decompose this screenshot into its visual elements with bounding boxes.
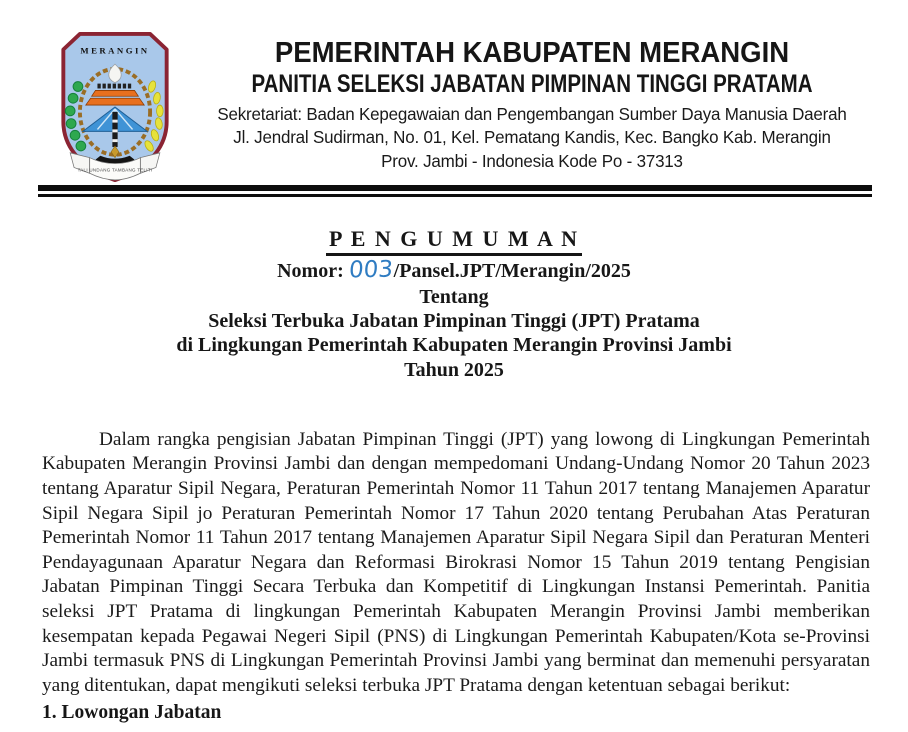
subject-line-2: di Lingkungan Pemerintah Kabupaten Merangin Provinsi Jambi: [176, 334, 732, 357]
subject-line-3: Tahun 2025: [404, 358, 504, 381]
province-postal-line: Prov. Jambi - Indonesia Kode Po - 37313: [381, 150, 683, 171]
number-rest: /Pansel.JPT/Merangin/2025: [393, 260, 631, 283]
seal-motto-text: TALI UNDANG TAMBANG TELITI: [77, 167, 153, 173]
number-label: Nomor:: [277, 260, 344, 283]
section-1-title: 1. Lowongan Jabatan: [42, 702, 222, 724]
handwritten-number: 003: [347, 256, 394, 284]
secretariat-line: Sekretariat: Badan Kepegawaian dan Pengembangan Sumber Daya Manusia Daerah: [217, 104, 847, 125]
announcement-number-line: [0, 258, 908, 285]
opening-paragraph: Dalam rangka pengisian Jabatan Pimpinan Tinggi (JPT) yang lowong di Lingkungan Pemerintah Kabupaten Merangin Provinsi Jambi dan dengan mempedomani Undang-Undang Nomor 20 Tahun 2023 tentang Aparatur Sipil Negara, Peraturan Pemerintah Nomor 11 Tahun 2017 tentang Manajemen Aparatur Sipil Negara Sipil jo Peraturan Pemerintah Nomor 17 Tahun 2020 tentang Perubahan Atas Peraturan Pemerintah Nomor 11 Tahun 2017 tentang Manajemen Aparatur Sipil Negara Sipil dan Peraturan Menteri Pendayagunaan Aparatur Negara dan Reformasi Birokrasi Nomor 15 Tahun 2019 tentang Pengisian Jabatan Pimpinan Tinggi Secara Terbuka dan Kompetitif di Lingkungan Instansi Pemerintah. Panitia seleksi JPT Pratama di lingkungan Pemerintah Kabupaten Merangin Provinsi Jambi memberikan kesempatan kepada Pegawai Negeri Sipil (PNS) di Lingkungan Pemerintah Kabupaten/Kota se-Provinsi Jambi termasuk PNS di Lingkungan Pemerintah Provinsi Jambi yang berminat dan memenuhi persyaratan yang ditentukan, dapat mengikuti seleksi terbuka JPT Pratama dengan ketentuan sebagai berikut:: [42, 428, 870, 696]
letterhead: [0, 0, 908, 173]
committee-name: PANITIA SELEKSI JABATAN PIMPINAN TINGGI PRATAMA: [251, 70, 813, 99]
letterhead-divider: [38, 185, 872, 197]
address-line: Jl. Jendral Sudirman, No. 01, Kel. Pematang Kandis, Kec. Bangko Kab. Merangin: [233, 127, 831, 148]
subject-line-1: Seleksi Terbuka Jabatan Pimpinan Tinggi (JPT) Pratama: [208, 310, 700, 333]
letterhead-text: [178, 0, 886, 173]
government-name: PEMERINTAH KABUPATEN MERANGIN: [274, 37, 790, 69]
merangin-regency-seal-icon: [56, 30, 174, 184]
seal-roof-upper: [92, 90, 139, 96]
about-label: Tentang: [419, 286, 489, 309]
seal-roof-lower: [86, 98, 144, 105]
announcement-heading: P E N G U M U M A N: [326, 226, 582, 256]
seal-title-text: MERANGIN: [80, 45, 150, 56]
announcement-title-block: [0, 226, 908, 382]
